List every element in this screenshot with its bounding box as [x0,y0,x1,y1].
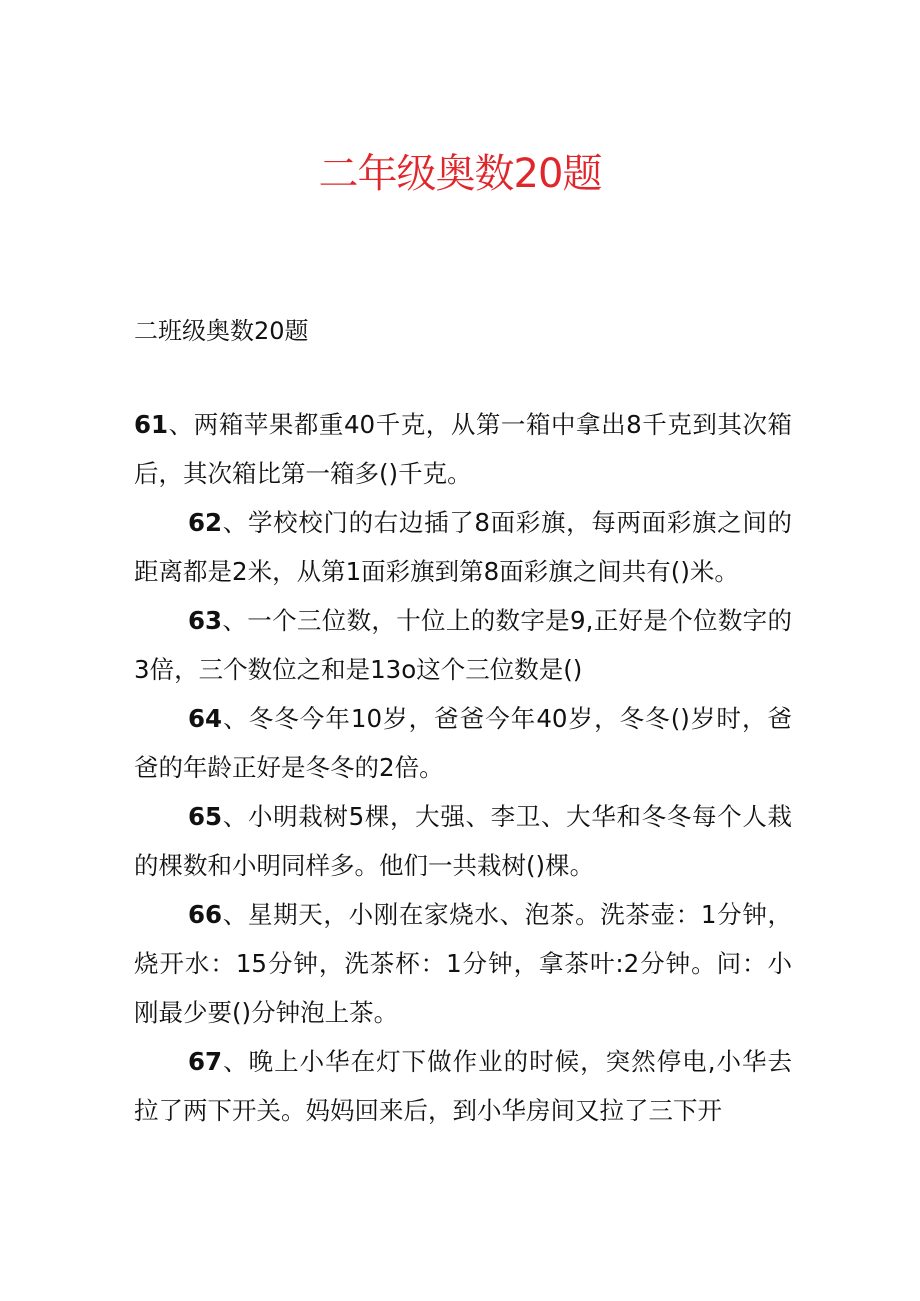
question-text: 、冬冬今年10岁，爸爸今年40岁，冬冬()岁时，爸爸的年龄正好是冬冬的2倍。 [134,704,792,782]
question-text: 、小明栽树5棵，大强、李卫、大华和冬冬每个人栽的棵数和小明同样多。他们一共栽树()棵。 [134,802,792,880]
question-number: 64 [188,704,223,733]
document-subtitle: 二班级奥数20题 [134,317,309,345]
question-text: 、星期天，小刚在家烧水、泡茶。洗茶壶：1分钟，烧开水：15分钟，洗茶杯：1分钟，拿茶叶:2分钟。问：小刚最少要()分钟泡上茶。 [134,900,792,1027]
question-number: 61 [134,410,169,439]
question-67 [134,1037,792,1135]
question-62 [134,498,792,596]
question-number: 66 [188,900,223,929]
question-66 [134,890,792,1037]
question-text: 、晚上小华在灯下做作业的时候，突然停电,小华去拉了两下开关。妈妈回来后，到小华房间又拉了三下开 [134,1047,792,1125]
question-number: 67 [188,1047,223,1076]
question-number: 63 [188,606,223,635]
question-list [134,400,792,1135]
question-number: 65 [188,802,223,831]
question-63 [134,596,792,694]
question-64 [134,694,792,792]
question-number: 62 [188,508,223,537]
question-text: 、学校校门的右边插了8面彩旗，每两面彩旗之间的距离都是2米，从第1面彩旗到第8面彩旗之间共有()米。 [134,508,792,586]
question-text: 、一个三位数，十位上的数字是9,正好是个位数字的3倍，三个数位之和是13o这个三位数是() [134,606,792,684]
question-65 [134,792,792,890]
page-title: 二年级奥数20题 [318,151,602,197]
question-61 [134,400,792,498]
question-text: 、两箱苹果都重40千克，从第一箱中拿出8千克到其次箱后，其次箱比第一箱多()千克。 [134,410,792,488]
